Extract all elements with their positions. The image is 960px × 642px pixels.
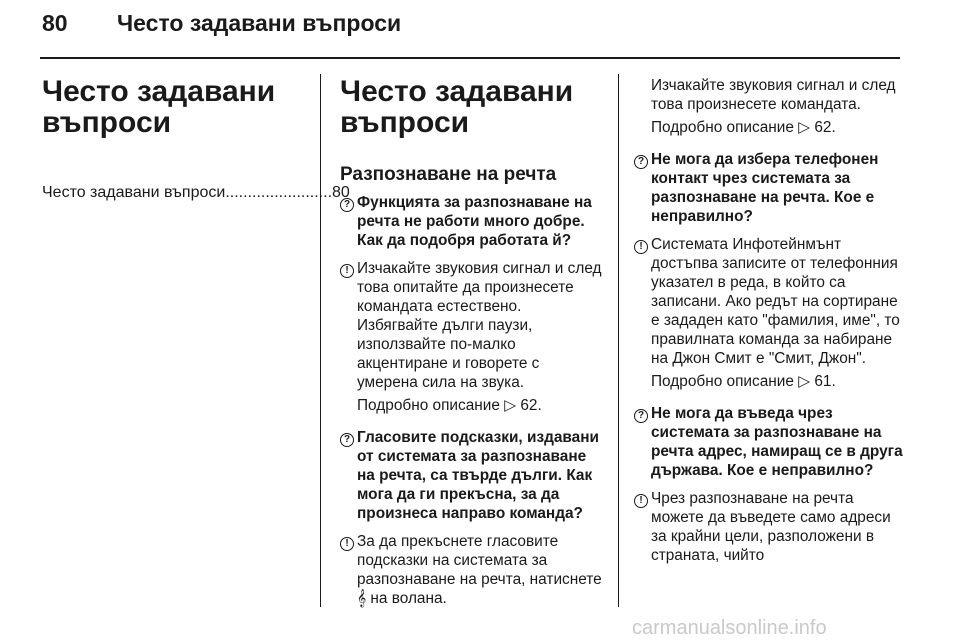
answer-3: [634, 235, 904, 368]
reference-label: Подробно описание: [357, 397, 500, 414]
column-3: [634, 76, 904, 565]
reference-label: Подробно описание: [651, 119, 794, 136]
chapter-title: Често задавани въпроси: [42, 75, 276, 139]
question-3: [634, 150, 904, 226]
answer-4: [634, 489, 904, 565]
answer-text: Изчакайте звуковия сигнал и след това опитайте да произнесете командата естествено. Избягвайте дълги паузи, използвайте по-малко акцентиране и говорете с умерена сила на звука.: [357, 260, 602, 391]
answer-1: [340, 259, 602, 392]
answer-icon: !: [634, 240, 648, 254]
question-2: [340, 428, 602, 523]
toc-page: 80: [332, 184, 350, 201]
reference-page: 62.: [814, 119, 836, 136]
reference-3[interactable]: [634, 372, 904, 391]
answer-text: За да прекъснете гласовите подсказки на системата за разпознаване на речта, натиснете 𝄞 на волана.: [357, 533, 602, 607]
question-text: Гласовите подсказки, издавани от системата за разпознаване на речта, са твърде дълги. Как мога да ги прекъсна, за да произнеса направо команда?: [357, 429, 600, 522]
answer-text: Чрез разпознаване на речта можете да въведете само адреси за крайни цели, разположени в страната, чийто: [651, 490, 891, 564]
column-divider-1: [320, 74, 321, 607]
reference-label: Подробно описание: [651, 373, 794, 390]
reference-0[interactable]: [634, 118, 904, 137]
page-number: 80: [42, 10, 68, 36]
question-text: Не мога да въведа чрез системата за разпознаване на речта адрес, намиращ се в друга държава. Кое е неправилно?: [651, 405, 903, 479]
arrow-icon: ▷: [798, 119, 811, 136]
answer-icon: !: [340, 537, 354, 551]
question-icon: ?: [340, 433, 354, 447]
answer-text: Системата Инфотейнмънт достъпва записите от телефонния указател в реда, в който са записани. Ако редът на сортиране е зададен като "фамилия, име", то правилната команда за набиране на Джон Смит е "Смит, Джон".: [651, 236, 900, 367]
question-icon: ?: [340, 198, 354, 212]
running-header-title: Често задавани въпроси: [117, 10, 402, 36]
question-text: Не мога да избера телефонен контакт чрез системата за разпознаване на речта. Кое е неправилно?: [651, 151, 879, 225]
section-title: Често задавани въпроси: [340, 75, 574, 139]
steering-wheel-voice-icon: 𝄞: [357, 590, 367, 607]
arrow-icon: ▷: [798, 373, 811, 390]
watermark: carmanualsonline.info: [632, 617, 827, 639]
question-4: [634, 404, 904, 480]
answer-continued: [634, 76, 904, 114]
answer-2: [340, 532, 602, 608]
toc-entry[interactable]: [42, 184, 350, 202]
reference-page: 62.: [520, 397, 542, 414]
column-1: [42, 75, 350, 202]
answer-icon: !: [340, 264, 354, 278]
arrow-icon: ▷: [504, 397, 517, 414]
toc-leader: ........................: [225, 184, 333, 201]
answer-text: Изчакайте звуковия сигнал и след това произнесете командата.: [651, 77, 896, 113]
question-text: Функцията за разпознаване на речта не работи много добре. Как да подобря работата й?: [357, 194, 592, 249]
reference-1[interactable]: [340, 396, 602, 415]
header-rule: [40, 57, 900, 59]
column-2: [340, 76, 602, 608]
subheading: Разпознаване на речта: [340, 164, 557, 185]
question-1: [340, 193, 602, 250]
answer-icon: !: [634, 494, 648, 508]
reference-page: 61.: [814, 373, 836, 390]
column-divider-2: [618, 74, 619, 607]
question-icon: ?: [634, 409, 648, 423]
toc-label: Често задавани въпроси: [42, 184, 226, 201]
question-icon: ?: [634, 155, 648, 169]
